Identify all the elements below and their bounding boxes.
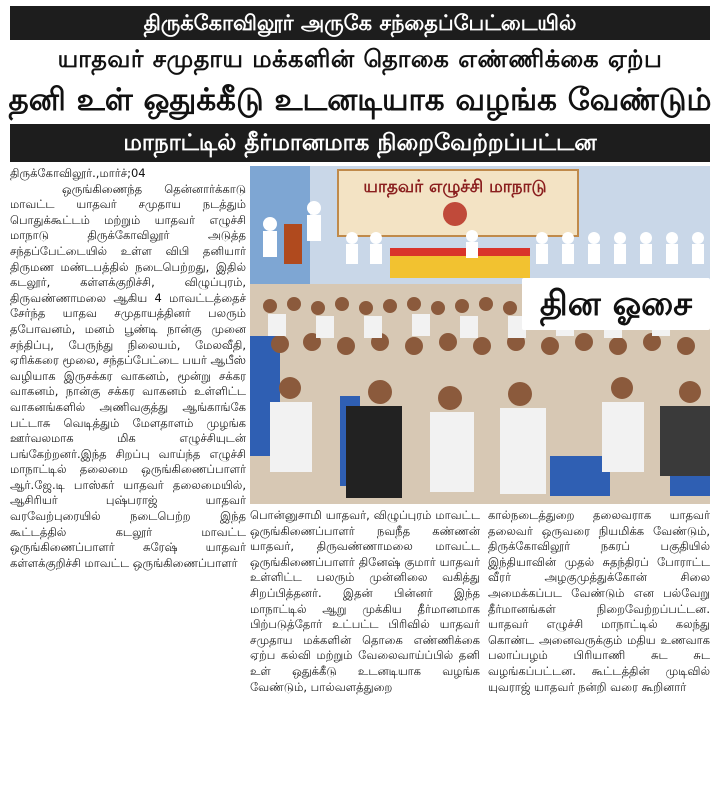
- subhead-band: மாநாட்டில் தீர்மானமாக நிறைவேற்றப்பட்டன: [10, 124, 710, 162]
- kicker-band: திருக்கோவிலூர் அருகே சந்தைப்பேட்டையில்: [10, 6, 710, 40]
- headline-line-1: யாதவர் சமுதாய மக்களின் தொகை எண்ணிக்கை ஏற்ப: [57, 45, 663, 73]
- stage-banner-text: யாதவர் எழுச்சி மாநாடு: [363, 177, 547, 197]
- article-column-3: [488, 508, 710, 695]
- column-2-text: பொன்னுசாமி யாதவர், விழுப்புரம் மாவட்ட ஒருங்கிணைப்பாளர் நவநீத கண்ணன் யாதவர், திருவண்ணாமலை மாவட்ட ஒருங்கிணைப்பாளர் தினேஷ் குமார் யாதவர் உள்ளிட்ட பலரும் முன்னிலை வகித்து சிறப்பித்தனர். இதன் பின்னர் இந்த மாநாட்டில் ஆறு முக்கிய தீர்மானமாக பிற்படுத்தோர் உட்பட்ட பிரிவில் யாதவர் சமுதாய மக்களின் தொகை எண்ணிக்கை ஏற்ப கல்வி மற்றும் வேலைவாய்ப்பில் தனி உள் ஒதுக்கீடு உடனடியாக வழங்க வேண்டும், பால்வளத்துறை: [250, 508, 480, 694]
- headline-line-2: தனி உள் ஒதுக்கீடு உடனடியாக வழங்க வேண்டும்: [8, 82, 712, 118]
- newspaper-watermark: தின ஓசை: [522, 278, 710, 330]
- conference-photo: [250, 166, 710, 504]
- article-column-1: [10, 166, 246, 571]
- photo-illustration: [250, 166, 710, 504]
- column-3-text: கால்நடைத்துறை தலைவராக யாதவர் தலைவர் ஒருவரை நியமிக்க வேண்டும், திருக்கோவிலூர் நகரப் பகுதியில் இந்தியாவின் முதல் சுதந்திரப் போராட்ட வீரர் அழகுமுத்துக்கோன் சிலை அமைக்கப்பட வேண்டும் என பல்வேறு தீர்மானங்கள் நிறைவேற்றப்பட்டன. யாதவர் எழுச்சி மாநாட்டில் கலந்து கொண்ட அனைவருக்கும் மதிய உணவாக பலாப்பழம் பிரியாணி சுட சுட வழங்கப்பட்டன. கூட்டத்தின் முடிவில் யுவராஜ் யாதவர் நன்றி வரை கூறினார்: [488, 508, 710, 694]
- column-1-text: ஒருங்கிணைந்த தென்னார்க்காடு மாவட்ட யாதவர் சமுதாய நடத்தும் பொதுக்கூட்டம் மற்றும் யாதவர் எழுச்சி மாநாடு திருக்கோவிலூர் அடுத்த சந்தப்பேட்டையில் உள்ள விபி தனியார் திருமண மண்டபத்தில் நடைபெற்றது, இதில் கடலூர், கள்ளக்குறிச்சி, விழுப்புரம், திருவண்ணாமலை ஆகிய 4 மாவட்டத்தைச் சேர்ந்த யாதவ சமுதாயத்தினர் பலரும் தபோவனம், மனம் பூண்டி நான்கு முனை சந்திப்பு, பேருந்து நிலையம், மேலவீதி, ஏரிக்கரை மூலை, சந்தப்பேட்டை பயர் ஆபீஸ் வழியாக இருசக்கர வாகனம், மூன்று சக்கர வாகனம், நான்கு சக்கர வாகனம் உள்ளிட்ட வாகனங்களில் அணிவகுத்து ஆங்காங்கே பட்டாசு வெடித்தும் மேளதாளம் முழங்க ஊர்வலமாக மிக எழுச்சியுடன் பங்கேற்றனர்.இந்த சிறப்பு வாய்ந்த எழுச்சி மாநாட்டில் தலைமை ஒருங்கிணைப்பாளர் ஆர்.ஜே.டி பாஸ்கர் யாதவர் தலைமையில், ஆசிரியர் புஷ்பராஜ் யாதவர் வரவேற்புரையில் நடைபெற்ற இந்த கூட்டத்தில் கடலூர் மாவட்ட ஒருங்கிணைப்பாளர் சுரேஷ் யாதவர் கள்ளக்குறிச்சி மாவட்ட ஒருங்கிணைப்பாளர்: [10, 181, 246, 570]
- article-column-2: [250, 508, 480, 695]
- dateline: திருக்கோவிலூர்.,மார்ச்;04: [10, 166, 146, 180]
